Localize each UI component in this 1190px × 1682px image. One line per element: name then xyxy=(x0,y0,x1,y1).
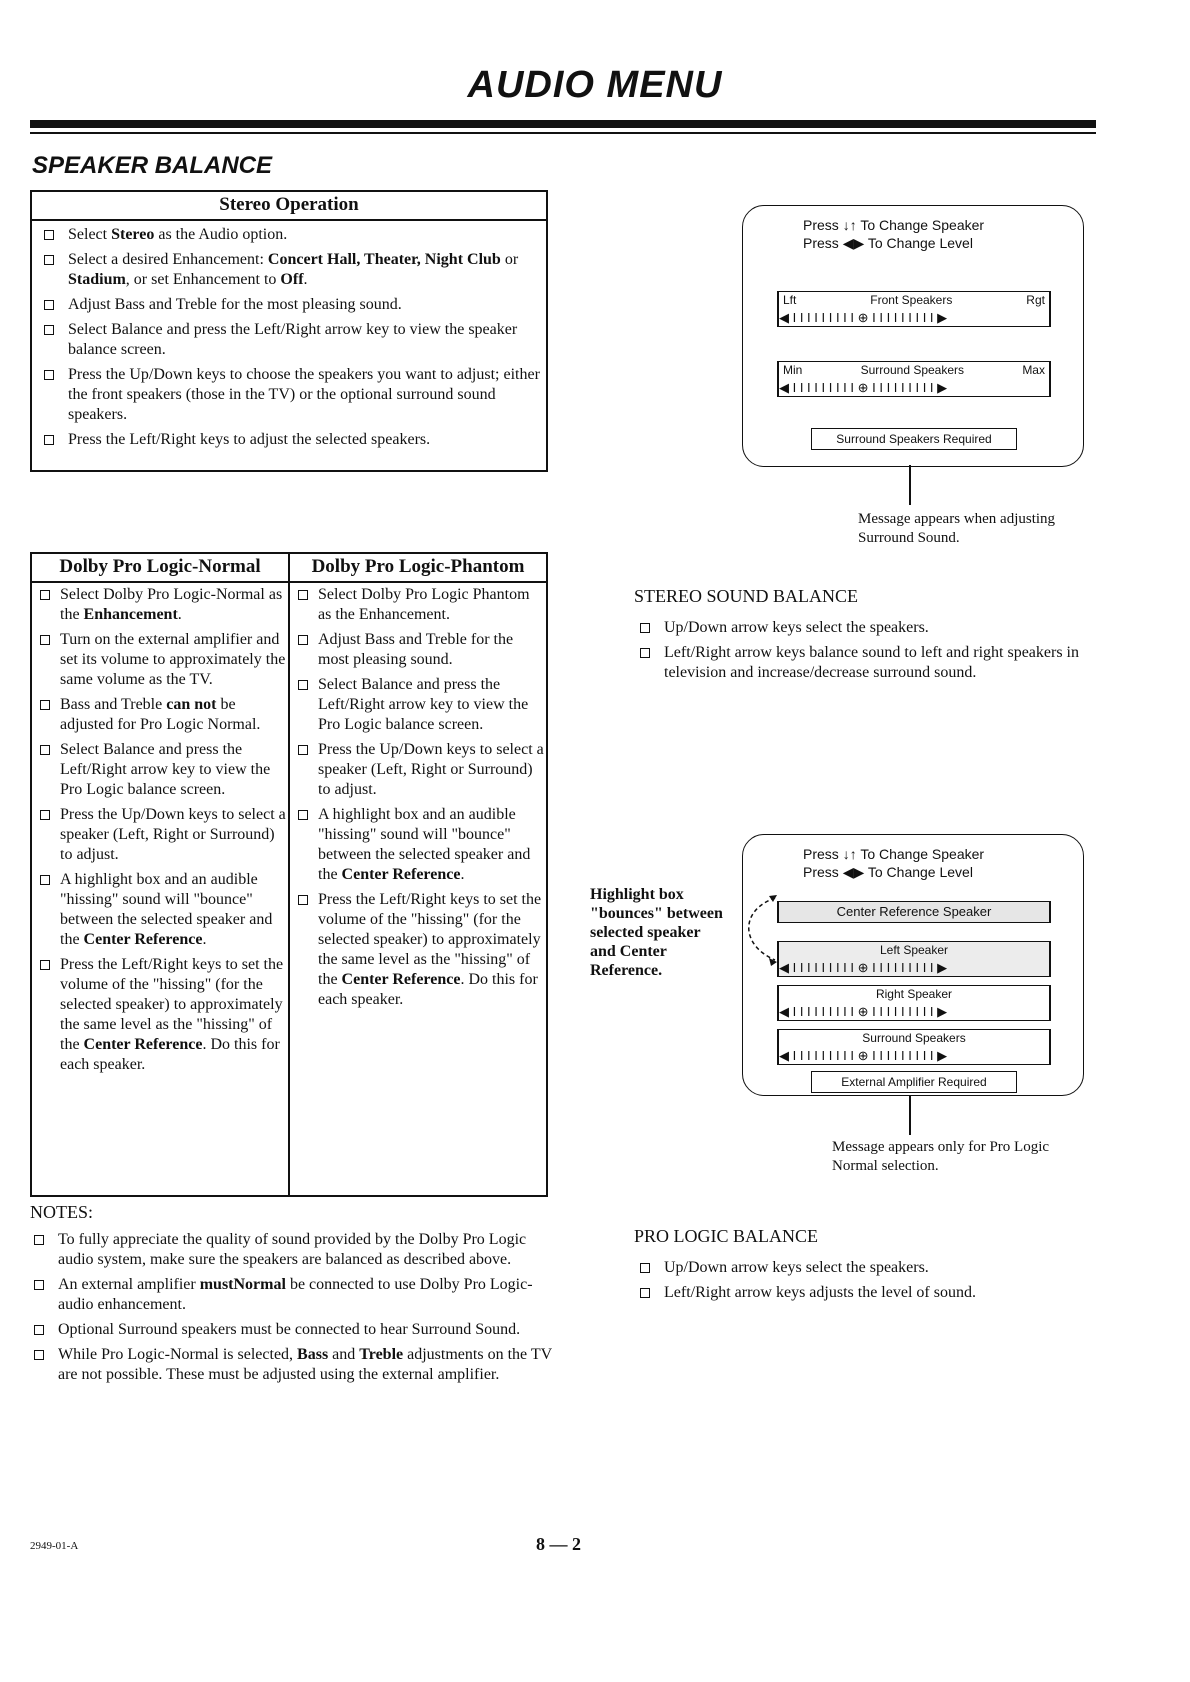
right-speaker-meter[interactable] xyxy=(777,985,1051,1021)
item-text: Press the Up/Down keys to select a speaker (Left, Right or Surround) to adjust. xyxy=(60,806,286,863)
pro-logic-balance-screen xyxy=(742,834,1084,1096)
document-code: 2949-01-A xyxy=(30,1540,79,1552)
list-item xyxy=(22,1320,552,1340)
phantom-heading: Dolby Pro Logic-Phantom xyxy=(290,554,546,583)
balance-bar: ◀ I I I I I I I I I ⊕ I I I I I I I I I ▶ xyxy=(779,1003,948,1019)
item-text: be adjusted for Pro Logic Normal. xyxy=(60,696,261,733)
item-text: , or set Enhancement to xyxy=(125,271,281,288)
left-speaker-meter[interactable] xyxy=(777,941,1051,977)
item-text: Stereo xyxy=(111,226,155,243)
page-title: AUDIO MENU xyxy=(467,64,723,106)
item-text: Center Reference xyxy=(341,866,461,883)
section-title: SPEAKER BALANCE xyxy=(32,152,273,179)
press-label: Press xyxy=(803,846,843,862)
pro-logic-balance-heading: PRO LOGIC BALANCE xyxy=(634,1226,819,1246)
press-label: Press xyxy=(803,235,843,251)
item-text: Bass and Treble xyxy=(60,696,167,713)
item-text: Treble xyxy=(359,1346,404,1363)
meter-left-label: Min xyxy=(783,363,803,377)
item-text: and xyxy=(328,1346,360,1363)
item-text: or xyxy=(500,251,519,268)
item-text: can not xyxy=(166,696,217,713)
list-item xyxy=(32,430,546,450)
item-text: adjustments on the TV are not possible. These must be adjusted using the external amplifier. xyxy=(58,1346,552,1383)
item-text: To fully appreciate the quality of sound provided by the Dolby Pro Logic audio system, make sure the speakers are balanced as described above. xyxy=(58,1231,527,1268)
header-rule-thin xyxy=(30,132,1096,134)
list-item xyxy=(290,805,546,885)
highlight-box-label: Highlight box "bounces" between selected speaker and Center Reference. xyxy=(590,886,723,979)
meter-left-label: Lft xyxy=(783,293,797,307)
item-text: Center Reference xyxy=(83,1036,203,1053)
item-text: Select xyxy=(68,226,112,243)
press-instructions xyxy=(803,845,984,881)
item-text: Turn on the external amplifier and set its volume to approximately the same volume as the TV. xyxy=(60,631,286,688)
list-item: Left/Right arrow keys balance sound to left and right speakers in television and increase/decrease surround sound. xyxy=(628,643,1088,683)
list-item xyxy=(32,365,546,425)
bounce-arrow xyxy=(735,890,783,970)
normal-column xyxy=(32,554,288,1080)
phantom-list xyxy=(290,583,546,1010)
balance-bar: ◀ I I I I I I I I I ⊕ I I I I I I I I I ▶ xyxy=(779,959,948,975)
surround-speakers-meter[interactable] xyxy=(777,361,1051,397)
surround-speakers-meter[interactable] xyxy=(777,1029,1051,1065)
meter-label: Surround Speakers xyxy=(862,1031,966,1045)
press-instructions xyxy=(803,216,984,252)
item-text: as the Audio option. xyxy=(154,226,288,243)
item-text: Select Balance and press the Left/Right arrow key to view the Pro Logic balance screen. xyxy=(60,741,271,798)
list-item xyxy=(290,630,546,670)
balance-bar: ◀ I I I I I I I I I ⊕ I I I I I I I I I ▶ xyxy=(779,379,948,395)
header-rule xyxy=(30,120,1096,128)
normal-heading: Dolby Pro Logic-Normal xyxy=(32,554,288,583)
list-item xyxy=(32,585,288,625)
list-item xyxy=(32,740,288,800)
callout-line xyxy=(909,465,911,505)
item-text: must xyxy=(199,1276,234,1293)
surround-required-message: Surround Speakers Required xyxy=(811,428,1017,450)
notes-heading: NOTES: xyxy=(30,1202,93,1222)
list-item xyxy=(290,585,546,625)
list-item xyxy=(32,870,288,950)
item-text: An external amplifier xyxy=(58,1276,200,1293)
list-item xyxy=(32,805,288,865)
item-text: Select Balance and press the Left/Right arrow key to view the speaker balance screen. xyxy=(68,321,518,358)
list-item xyxy=(32,955,288,1075)
item-text: A highlight box and an audible "hissing" sound will "bounce" between the selected speaker and the xyxy=(318,806,531,883)
list-item xyxy=(22,1230,552,1270)
item-text: Concert Hall, Theater, Night Club xyxy=(267,251,501,268)
meter-right-label: Rgt xyxy=(1026,293,1045,307)
item-text: Center Reference xyxy=(341,971,461,988)
normal-list xyxy=(32,583,288,1075)
item-text: While Pro Logic-Normal is selected, xyxy=(58,1346,298,1363)
stereo-sound-balance-heading: STEREO SOUND BALANCE xyxy=(634,586,859,606)
list-item xyxy=(32,225,546,245)
item-text: Press the Left/Right keys to set the volume of the "hissing" (for the selected speaker) to approximately the same level as the "hissing" of the xyxy=(318,891,542,988)
screen2-caption: Message appears only for Pro Logic Normal selection. xyxy=(832,1139,1050,1174)
left-right-arrows-icon: ◀▶ xyxy=(842,235,865,251)
speaker-balance-screen xyxy=(742,205,1084,467)
list-item: Up/Down arrow keys select the speakers. xyxy=(628,1258,1088,1278)
stereo-operation-box xyxy=(30,190,548,472)
list-item xyxy=(32,250,546,290)
front-speakers-meter[interactable] xyxy=(777,291,1051,327)
change-level-text: To Change Level xyxy=(864,864,973,880)
external-amp-message: External Amplifier Required xyxy=(811,1071,1017,1093)
item-text: Adjust Bass and Treble for the most pleasing sound. xyxy=(318,631,514,668)
item-text: be connected to use Dolby Pro Logic- xyxy=(285,1276,533,1293)
list-item xyxy=(32,320,546,360)
balance-bar: ◀ I I I I I I I I I ⊕ I I I I I I I I I ▶ xyxy=(779,1047,948,1063)
item-text: Select Dolby Pro Logic Phantom as the Enhancement. xyxy=(318,586,530,623)
meter-label: Center Reference Speaker xyxy=(836,904,992,919)
change-level-text: To Change Level xyxy=(864,235,973,251)
stereo-operation-list xyxy=(32,221,546,450)
list-item xyxy=(290,740,546,800)
meter-label: Left Speaker xyxy=(879,943,949,957)
item-text: . xyxy=(303,271,308,288)
screen1-caption: Message appears when adjusting Surround Sound. xyxy=(858,511,1056,546)
stereo-operation-heading: Stereo Operation xyxy=(32,192,546,221)
item-text: Press the Up/Down keys to choose the speakers you want to adjust; either the front speakers (those in the TV) or the optional surround sound speakers. xyxy=(68,366,540,423)
notes-list xyxy=(22,1230,552,1390)
up-down-arrows-icon: ↓↑ xyxy=(842,217,857,233)
item-text: Normal xyxy=(233,1276,286,1293)
meter-label: Surround Speakers xyxy=(860,363,965,377)
change-speaker-text: To Change Speaker xyxy=(856,217,985,233)
left-right-arrows-icon: ◀▶ xyxy=(842,864,865,880)
item-text: A highlight box and an audible "hissing" sound will "bounce" between the selected speaker and the xyxy=(60,871,273,948)
center-reference-meter[interactable] xyxy=(777,901,1051,923)
list-item: Left/Right arrow keys adjusts the level of sound. xyxy=(628,1283,1088,1303)
list-item xyxy=(290,675,546,735)
item-text: . xyxy=(460,866,465,883)
item-text: Adjust Bass and Treble for the most pleasing sound. xyxy=(68,296,402,313)
list-item xyxy=(22,1345,552,1385)
item-text: . Do this for each speaker. xyxy=(60,1036,280,1073)
item-text: audio enhancement. xyxy=(58,1296,186,1313)
callout-line xyxy=(909,1095,911,1135)
item-text: Off xyxy=(280,271,304,288)
item-text: Select Balance and press the Left/Right arrow key to view the Pro Logic balance screen. xyxy=(318,676,529,733)
item-text: Bass xyxy=(297,1346,329,1363)
meter-label: Front Speakers xyxy=(870,293,953,307)
item-text: Press the Up/Down keys to select a speaker (Left, Right or Surround) to adjust. xyxy=(318,741,544,798)
up-down-arrows-icon: ↓↑ xyxy=(842,846,857,862)
item-text: Enhancement xyxy=(83,606,178,623)
balance-bar: ◀ I I I I I I I I I ⊕ I I I I I I I I I ▶ xyxy=(779,309,948,325)
item-text: Optional Surround speakers must be connected to hear Surround Sound. xyxy=(58,1321,521,1338)
item-text: Center Reference xyxy=(83,931,203,948)
item-text: Select a desired Enhancement: xyxy=(68,251,268,268)
item-text: . xyxy=(177,606,182,623)
list-item xyxy=(32,695,288,735)
meter-right-label: Max xyxy=(1022,363,1045,377)
list-item xyxy=(22,1275,552,1315)
list-item: Up/Down arrow keys select the speakers. xyxy=(628,618,1088,638)
item-text: . Do this for each speaker. xyxy=(318,971,538,1008)
dolby-table xyxy=(30,552,548,1197)
change-speaker-text: To Change Speaker xyxy=(856,846,985,862)
pro-logic-balance-list xyxy=(628,1258,1088,1308)
list-item xyxy=(290,890,546,1010)
list-item xyxy=(32,630,288,690)
phantom-column xyxy=(290,554,546,1015)
item-text: . xyxy=(202,931,207,948)
page-number: 8 — 2 xyxy=(536,1534,581,1554)
item-text: Press the Left/Right keys to set the volume of the "hissing" (for the selected speaker) to approximately the same level as the "hissing" of the xyxy=(60,956,284,1053)
item-text: Press the Left/Right keys to adjust the selected speakers. xyxy=(68,431,431,448)
item-text: Stadium xyxy=(68,271,126,288)
list-item xyxy=(32,295,546,315)
meter-label: Right Speaker xyxy=(875,987,953,1001)
press-label: Press xyxy=(803,864,843,880)
press-label: Press xyxy=(803,217,843,233)
item-text: Select Dolby Pro Logic-Normal as the xyxy=(60,586,283,623)
stereo-sound-balance-list xyxy=(628,618,1088,688)
